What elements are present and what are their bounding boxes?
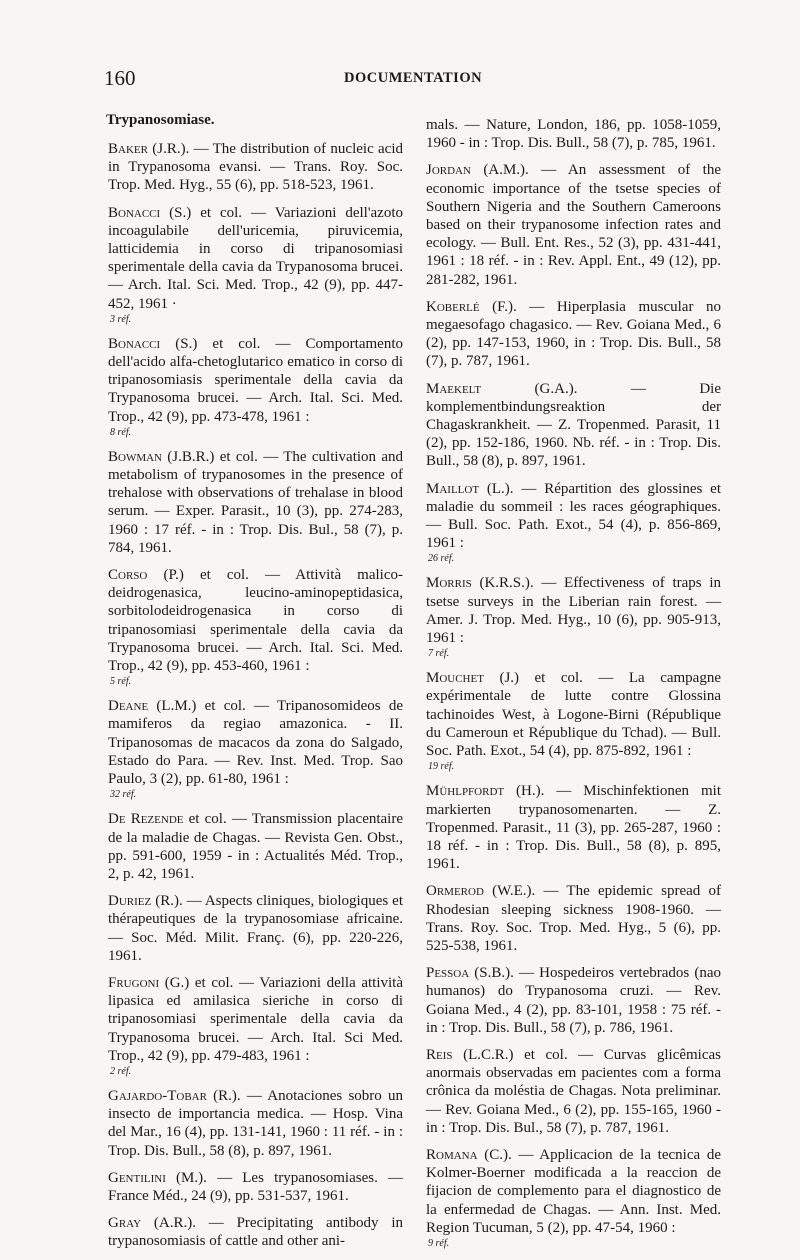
entry-citation: (M.). — Les trypanosomiases. — France Méd., 24 (9), pp. 531-537, 1961.: [108, 1169, 403, 1204]
reference-count: 26 réf.: [428, 553, 455, 565]
entry-text: [426, 669, 721, 760]
reference-count: 7 réf.: [428, 648, 450, 660]
right-column: [426, 116, 721, 1259]
entry-text: [108, 1169, 403, 1205]
entry-author: Maillot: [426, 480, 480, 497]
reference-count: 5 réf.: [110, 676, 132, 688]
entry-citation: (C.). — Applicacion de la tecnica de Kolmer-Boerner modificada a la reaccion de fijacion de complemento para el diagnostico de la enfermedad de Chagas. — Ann. Inst. Med. Region Tucuman, 5 (2), pp. 47-54, 1960 :: [426, 1146, 721, 1236]
bibliography-entry: [426, 298, 721, 371]
page-number: 160: [104, 66, 136, 90]
entry-author: Reis: [426, 1046, 453, 1063]
entry-citation: (L.M.) et col. — Tripanosomideos de mamiferos da regiao amazonica. - II. Tripanosomas de macacos da zona do Salgado, Estado do Para. — Rev. Inst. Med. Trop. Sao Paulo, 3 (2), pp. 61-80, 1961 :: [108, 698, 403, 788]
bibliography-entry: [426, 1046, 721, 1137]
entry-citation: (P.) et col. — Attività malico-deidrogenasica, leucino-aminopeptidasica, sorbitolodeidrogenasica in corso di tripanosomiasi sperimentale della cavia da Trypanosoma brucei. — Arch. Ital. Sci. Med. Trop., 42 (9), pp. 453-460, 1961 :: [108, 567, 403, 675]
entry-text: [426, 1046, 721, 1137]
entry-citation: (J.B.R.) et col. — The cultivation and metabolism of trypanosomes in the presence of trehalose with observations of trehalase in blood serum. — Exper. Parasit., 10 (3), pp. 274-283, 1960 : 17 réf. - in : Trop. Dis. Bul., 58 (7), p. 784, 1961.: [108, 448, 403, 556]
entry-text: [108, 810, 403, 883]
entry-text: [426, 782, 721, 873]
reference-count: 32 réf.: [110, 789, 137, 801]
entry-citation: mals. — Nature, London, 186, pp. 1058-1059, 1960 - in : Trop. Dis. Bull., 58 (7), p. 785, 1961.: [426, 117, 721, 152]
entry-text: [426, 380, 721, 471]
bibliography-entry: [426, 161, 721, 288]
entry-author: Bowman: [108, 448, 162, 465]
bibliography-entry: [426, 116, 721, 152]
entry-text: [108, 204, 403, 313]
entry-citation: (R.). — Anotaciones sobro un insecto de importancia medica. — Hosp. Vina del Mar., 16 (4), pp. 131-141, 1960 : 11 réf. - in : Trop. Dis. Bull., 58 (8), p. 897, 1961.: [108, 1087, 403, 1159]
entry-text: [108, 1087, 403, 1160]
reference-count: 8 réf.: [110, 426, 132, 438]
bibliography-entry: [108, 448, 403, 557]
entry-text: [426, 298, 721, 371]
entry-author: Pessoa: [426, 965, 470, 982]
entry-author: Bonacci: [108, 335, 161, 352]
entry-citation: (W.E.). — The epidemic spread of Rhodesian sleeping sickness 1908-1960. — Trans. Roy. Soc. Trop. Med. Hyg., 5 (6), pp. 525-538, 1961.: [426, 883, 721, 954]
bibliography-entry: [108, 140, 403, 195]
running-header: [104, 66, 684, 96]
entry-citation: (G.A.). — Die komplementbindungsreaktion der Chagaskrankheit. — Z. Tropenmed. Parasit, 11 (2), pp. 152-186, 1960. Nb. réf. - in : Trop. Dis. Bull., 58 (8), p. 897, 1961.: [426, 380, 721, 470]
entry-citation: (J.) et col. — La campagne expérimentale de lutte contre Glossina tachinoides West, à Logone-Birni (République du Cameroun et République du Tchad). — Bull. Soc. Path. Exot., 54 (4), pp. 875-892, 1961 :: [426, 670, 721, 760]
entry-author: Maekelt: [426, 380, 482, 397]
left-column: [108, 140, 403, 1260]
bibliography-entry: [108, 1087, 403, 1160]
entry-citation: (R.). — Aspects cliniques, biologiques et thérapeutiques de la trypanosomiase africaine. — Soc. Méd. Milit. Franç. (6), pp. 220-226, 1961.: [108, 893, 403, 964]
bibliography-entry: [108, 566, 403, 688]
entry-citation: et col. — Transmission placentaire de la maladie de Chagas. — Revista Gen. Obst., pp. 591-600, 1959 - in : Actualités Méd. Trop., 2, p. 42, 1961.: [108, 811, 403, 882]
bibliography-entry: [108, 810, 403, 883]
entry-author: Jordan: [426, 162, 471, 179]
reference-count: 3 réf.: [110, 313, 132, 325]
bibliography-entry: [108, 1169, 403, 1205]
entry-author: Gajardo-Tobar: [108, 1087, 207, 1104]
entry-citation: (L.C.R.) et col. — Curvas glicêmicas anormais observadas em pacientes com a forma crônica da moléstia de Chagas. Nota preliminar. — Rev. Goiana Med., 6 (2), pp. 155-165, 1960 - in : Trop. Dis. Bul., 58 (7), p. 787, 1961.: [426, 1046, 721, 1136]
entry-author: Koberlé: [426, 298, 480, 315]
entry-author: Gentilini: [108, 1169, 166, 1186]
entry-author: Frugoni: [108, 974, 160, 991]
bibliography-entry: [426, 480, 721, 566]
bibliography-entry: [108, 697, 403, 801]
entry-text: [108, 448, 403, 557]
entry-text: [108, 892, 403, 965]
entry-author: Gray: [108, 1215, 142, 1232]
entry-citation: (F.). — Hiperplasia muscular no megaesofago chagasico. — Rev. Goiana Med., 6 (2), pp. 147-153, 1960, in : Trop. Dis. Bull., 58 (7), p. 787, 1961.: [426, 298, 721, 370]
running-title: DOCUMENTATION: [344, 70, 483, 86]
entry-text: [426, 116, 721, 152]
entry-author: Corso: [108, 567, 148, 584]
bibliography-entry: [426, 782, 721, 873]
entry-text: [108, 974, 403, 1065]
section-title: Trypanosomiase.: [106, 112, 215, 128]
entry-citation: (H.). — Mischinfektionen mit markierten trypanosomenarten. — Z. Tropenmed. Parasit., 11 (3), pp. 265-287, 1960 : 18 réf. - in : Trop. Dis. Bull., 58 (8), p. 895, 1961.: [426, 783, 721, 873]
entry-citation: (S.) et col. — Comportamento dell'acido alfa-chetoglutarico ematico in corso di tripanosomiasis sperimentale della cavia da Trypanosoma brucei. — Arch. Ital. Sci. Med. Trop., 42 (9), pp. 473-478, 1961 :: [108, 335, 403, 425]
entry-author: Mouchet: [426, 670, 484, 687]
bibliography-entry: [108, 892, 403, 965]
reference-count: 19 réf.: [428, 761, 455, 773]
entry-text: [108, 335, 403, 426]
entry-text: [108, 1214, 403, 1250]
entry-text: [108, 140, 403, 195]
bibliography-entry: [108, 335, 403, 439]
bibliography-entry: [426, 1146, 721, 1250]
entry-author: Duriez: [108, 893, 152, 910]
bibliography-entry: [426, 380, 721, 471]
entry-author: Bonacci: [108, 204, 161, 221]
entry-citation: (S.B.). — Hospedeiros vertebrados (nao humanos) do Trypanosoma cruzi. — Rev. Goiana Med., 4 (2), pp. 83-101, 1958 : 75 réf. - in : Trop. Dis. Bull., 58 (7), p. 786, 1961.: [426, 965, 721, 1036]
entry-text: [426, 480, 721, 553]
entry-text: [426, 161, 721, 288]
entry-author: Romana: [426, 1146, 478, 1163]
entry-author: De Rezende: [108, 811, 184, 828]
entry-citation: (S.) et col. — Variazioni dell'azoto incoagulabile dell'uricemia, piruvicemia, latticidemia in corso di tripanosomiasi sperimentale della cavia da Trypanosoma brucei. — Arch. Ital. Sci. Med. Trop., 42 (9), pp. 447-452, 1961 ·: [108, 204, 403, 312]
entry-author: Morris: [426, 575, 472, 592]
bibliography-entry: [108, 204, 403, 326]
entry-text: [426, 1146, 721, 1237]
entry-author: Mühlpfordt: [426, 783, 505, 800]
bibliography-entry: [426, 882, 721, 955]
entry-text: [426, 882, 721, 955]
entry-text: [426, 964, 721, 1037]
entry-citation: (A.R.). — Precipitating antibody in trypanosomiasis of cattle and other ani-: [108, 1215, 403, 1250]
entry-author: Ormerod: [426, 883, 484, 900]
entry-text: [108, 566, 403, 675]
entry-text: [426, 574, 721, 647]
reference-count: 9 réf.: [428, 1237, 450, 1249]
bibliography-entry: [426, 964, 721, 1037]
entry-citation: (J.R.). — The distribution of nucleic acid in Trypanosoma evansi. — Trans. Roy. Soc. Trop. Med. Hyg., 55 (6), pp. 518-523, 1961.: [108, 141, 403, 194]
entry-citation: (L.). — Répartition des glossines et maladie du sommeil : les races géographiques. — Bull. Soc. Path. Exot., 54 (4), p. 856-869, 1961 :: [426, 480, 721, 552]
reference-count: 2 réf.: [110, 1065, 132, 1077]
entry-text: [108, 697, 403, 788]
entry-author: Baker: [108, 141, 148, 157]
bibliography-entry: [108, 974, 403, 1078]
entry-author: Deane: [108, 698, 149, 715]
entry-citation: (G.) et col. — Variazioni della attività lipasica ed amilasica sieriche in corso di tripanosomiasi sperimentale della cavia da Trypanosoma brucei. — Arch. Ital. Sci Med. Trop., 42 (9), pp. 479-483, 1961 :: [108, 974, 403, 1064]
entry-citation: (A.M.). — An assessment of the economic importance of the tsetse species of Southern Nigeria and the Southern Cameroons based on their trypanosome infection rates and ecology. — Bull. Ent. Res., 52 (3), pp. 431-441, 1961 : 18 réf. - in : Rev. Appl. Ent., 49 (12), pp. 281-282, 1961.: [426, 162, 721, 288]
bibliography-entry: [108, 1214, 403, 1250]
bibliography-entry: [426, 669, 721, 773]
bibliography-entry: [426, 574, 721, 660]
entry-citation: (K.R.S.). — Effectiveness of traps in tsetse surveys in the Liberian rain forest. — Amer. J. Trop. Med. Hyg., 10 (6), pp. 905-913, 1961 :: [426, 575, 721, 647]
